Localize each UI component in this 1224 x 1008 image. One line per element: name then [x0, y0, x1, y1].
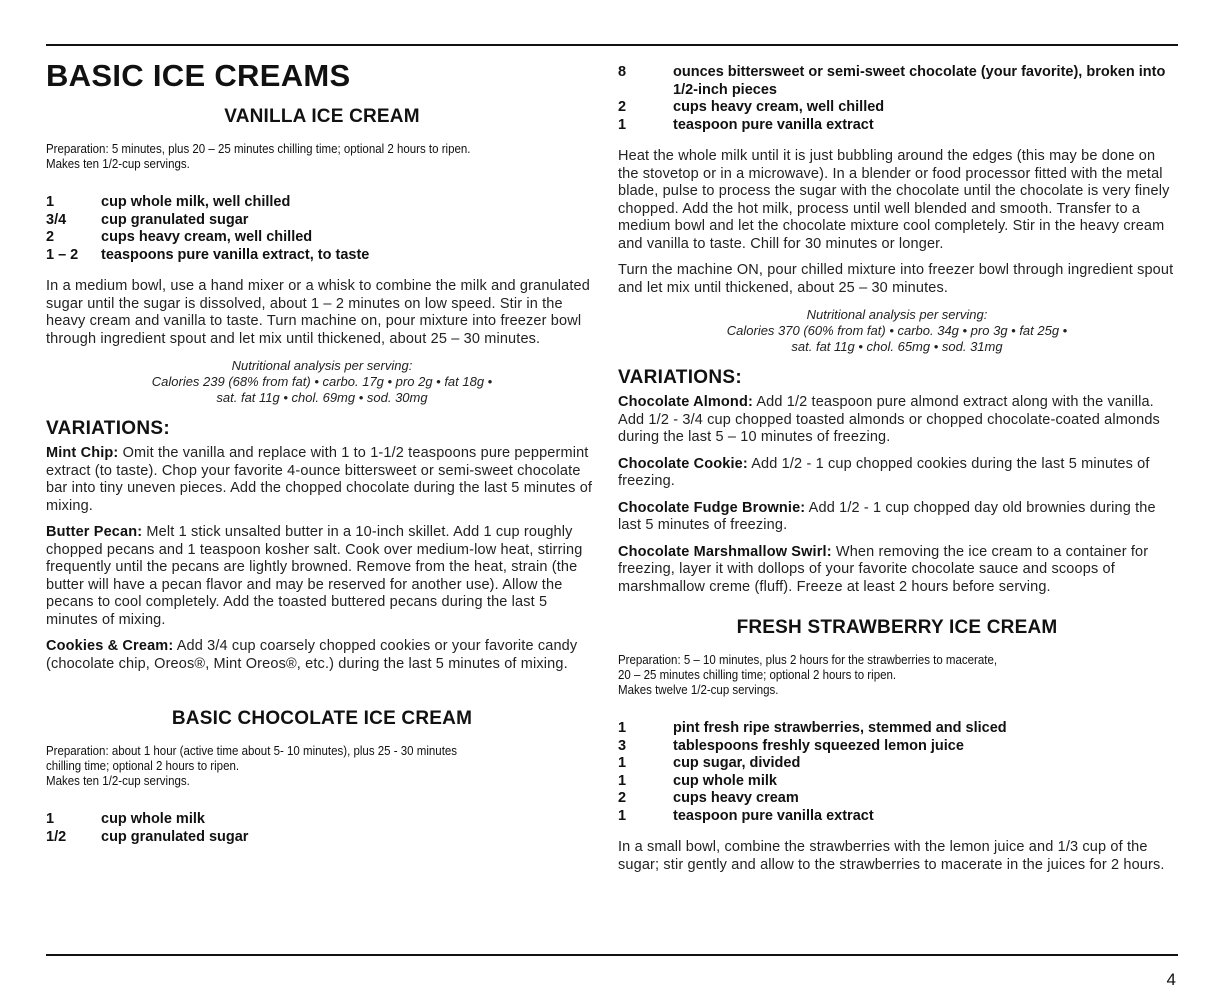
strawberry-prep: Preparation: 5 – 10 minutes, plus 2 hours for the strawberries to macerate, 20 – 25 minutes chilling time; optional 2 hours to ripen. Makes twelve 1/2-cup servings. [618, 653, 998, 697]
ingredient-row: 1 cup whole milk [46, 811, 205, 827]
variation-mint-chip: Mint Chip: Omit the vanilla and replace with 1 to 1-1/2 teaspoons pure peppermint extract (to taste). Chop your favorite 4-ounce bittersweet or semi-sweet chocolate bar into tiny uneven pieces. Add the chopped chocolate during the last 5 minutes of mixing. [46, 445, 593, 514]
variation-chocolate-almond: Chocolate Almond: Add 1/2 teaspoon pure almond extract along with the vanilla. Add 1/2 - 3/4 cup chopped toasted almonds or chopped chocolate-coated almonds during the last 5 – 10 minutes of freezing. [618, 394, 1160, 445]
variation-chocolate-marshmallow-swirl: Chocolate Marshmallow Swirl: When removing the ice cream to a container for freezing, layer it with dollops of your favorite chocolate sauce and scoops of marshmallow creme (fluff). Freeze at least 2 hours before serving. [618, 543, 1149, 595]
variation-chocolate-cookie: Chocolate Cookie: Add 1/2 - 1 cup chopped cookies during the last 5 minutes of freezing. [618, 455, 1150, 489]
vanilla-ingredients [46, 194, 598, 264]
vanilla-method: In a medium bowl, use a hand mixer or a whisk to combine the milk and granulated sugar until the sugar is dissolved, about 1 – 2 minutes on low speed. Stir in the heavy cream and vanilla to taste. Turn machine on, pour mixture into freezer bowl through ingredient spout and let mix until thickened, about 25 – 30 minutes. [46, 278, 590, 347]
page-title: BASIC ICE CREAMS [46, 58, 351, 93]
chocolate-prep: Preparation: about 1 hour (active time about 5- 10 minutes), plus 25 - 30 minutes chilling time; optional 2 hours to ripen. Makes ten 1/2-cup servings. [46, 744, 458, 788]
chocolate-method-1: Heat the whole milk until it is just bubbling around the edges (this may be done on the stovetop or in a microwave). In a blender or food processor fitted with the metal blade, pulse to process the sugar with the chocolate until the chocolate is very finely chopped. Add the hot milk, process until well blended and smooth. Transfer to a medium bowl and let the chocolate mixture cool completely. Stir in the heavy cream and vanilla to taste. Chill for 30 minutes or longer. [618, 148, 1170, 252]
ingredient-row: 1 cup whole milk, well chilled [46, 194, 291, 210]
ingredient-row: 1/2 cup granulated sugar [46, 828, 249, 845]
chocolate-ingredients-left [46, 811, 598, 846]
variation-chocolate-fudge-brownie: Chocolate Fudge Brownie: Add 1/2 - 1 cup chopped day old brownies during the last 5 minutes of freezing. [618, 499, 1156, 533]
vanilla-variations-heading: VARIATIONS: [46, 418, 170, 439]
variation-butter-pecan: Butter Pecan: Melt 1 stick unsalted butter in a 10-inch skillet. Add 1 cup roughly chopped pecans and 1 teaspoon kosher salt. Cook over medium-low heat, stirring frequently until the pecans are lightly browned. Remove from the heat, strain (the butter will have a pecan flavor and may be reserved for another use). Allow the pecans to cool completely. Add the toasted buttered pecans during the last 5 minutes of mixing. [46, 524, 583, 628]
chocolate-title: BASIC CHOCOLATE ICE CREAM [171, 708, 473, 729]
chocolate-nutrition: Nutritional analysis per serving: Calories 370 (60% from fat) • carbo. 34g • pro 3g • fat 25g • sat. fat 11g • chol. 65mg • sod. 31mg [726, 307, 1068, 354]
vanilla-title: VANILLA ICE CREAM [224, 106, 420, 127]
strawberry-title: FRESH STRAWBERRY ICE CREAM [736, 617, 1058, 638]
ingredient-row: 1 cup sugar, divided [618, 755, 801, 771]
vanilla-prep: Preparation: 5 minutes, plus 20 – 25 minutes chilling time; optional 2 hours to ripen. Makes ten 1/2-cup servings. [46, 142, 471, 171]
chocolate-method-2: Turn the machine ON, pour chilled mixture into freezer bowl through ingredient spout and let mix until thickened, about 25 – 30 minutes. [618, 262, 1174, 296]
ingredient-row: 8 ounces bittersweet or semi-sweet chocolate (your favorite), broken into 1/2-inch pieces [618, 64, 1166, 98]
page-number: 4 [1166, 970, 1176, 989]
vanilla-nutrition: Nutritional analysis per serving: Calories 239 (68% from fat) • carbo. 17g • pro 2g • fat 18g • sat. fat 11g • chol. 69mg • sod. 30mg [151, 358, 493, 405]
ingredient-row: 1 cup whole milk [618, 772, 777, 789]
ingredient-row: 3/4 cup granulated sugar [46, 211, 249, 228]
ingredient-row: 2 cups heavy cream, well chilled [46, 229, 313, 245]
ingredient-row: 3 tablespoons freshly squeezed lemon juice [618, 737, 964, 754]
ingredient-row: 1 teaspoon pure vanilla extract [618, 807, 874, 824]
ingredient-row: 1 – 2 teaspoons pure vanilla extract, to taste [46, 246, 370, 263]
ingredient-row: 1 pint fresh ripe strawberries, stemmed and sliced [618, 720, 1007, 736]
right-column [618, 64, 1176, 883]
strawberry-method: In a small bowl, combine the strawberries with the lemon juice and 1/3 cup of the sugar; stir gently and allow to the strawberries to macerate in the juices for 2 hours. [618, 839, 1165, 873]
ingredient-row: 1 teaspoon pure vanilla extract [618, 116, 874, 133]
strawberry-ingredients [618, 720, 1176, 825]
left-column [46, 58, 598, 860]
ingredient-row: 2 cups heavy cream, well chilled [618, 99, 885, 115]
ingredient-row: 2 cups heavy cream [618, 790, 799, 806]
bottom-rule [46, 954, 1178, 956]
chocolate-variations-heading: VARIATIONS: [618, 367, 742, 388]
chocolate-ingredients-right [618, 64, 1176, 134]
variation-cookies-cream: Cookies & Cream: Add 3/4 cup coarsely chopped cookies or your favorite candy (chocolate chip, Oreos®, Mint Oreos®, etc.) during the last 5 minutes of mixing. [46, 638, 578, 672]
top-rule [46, 44, 1178, 46]
